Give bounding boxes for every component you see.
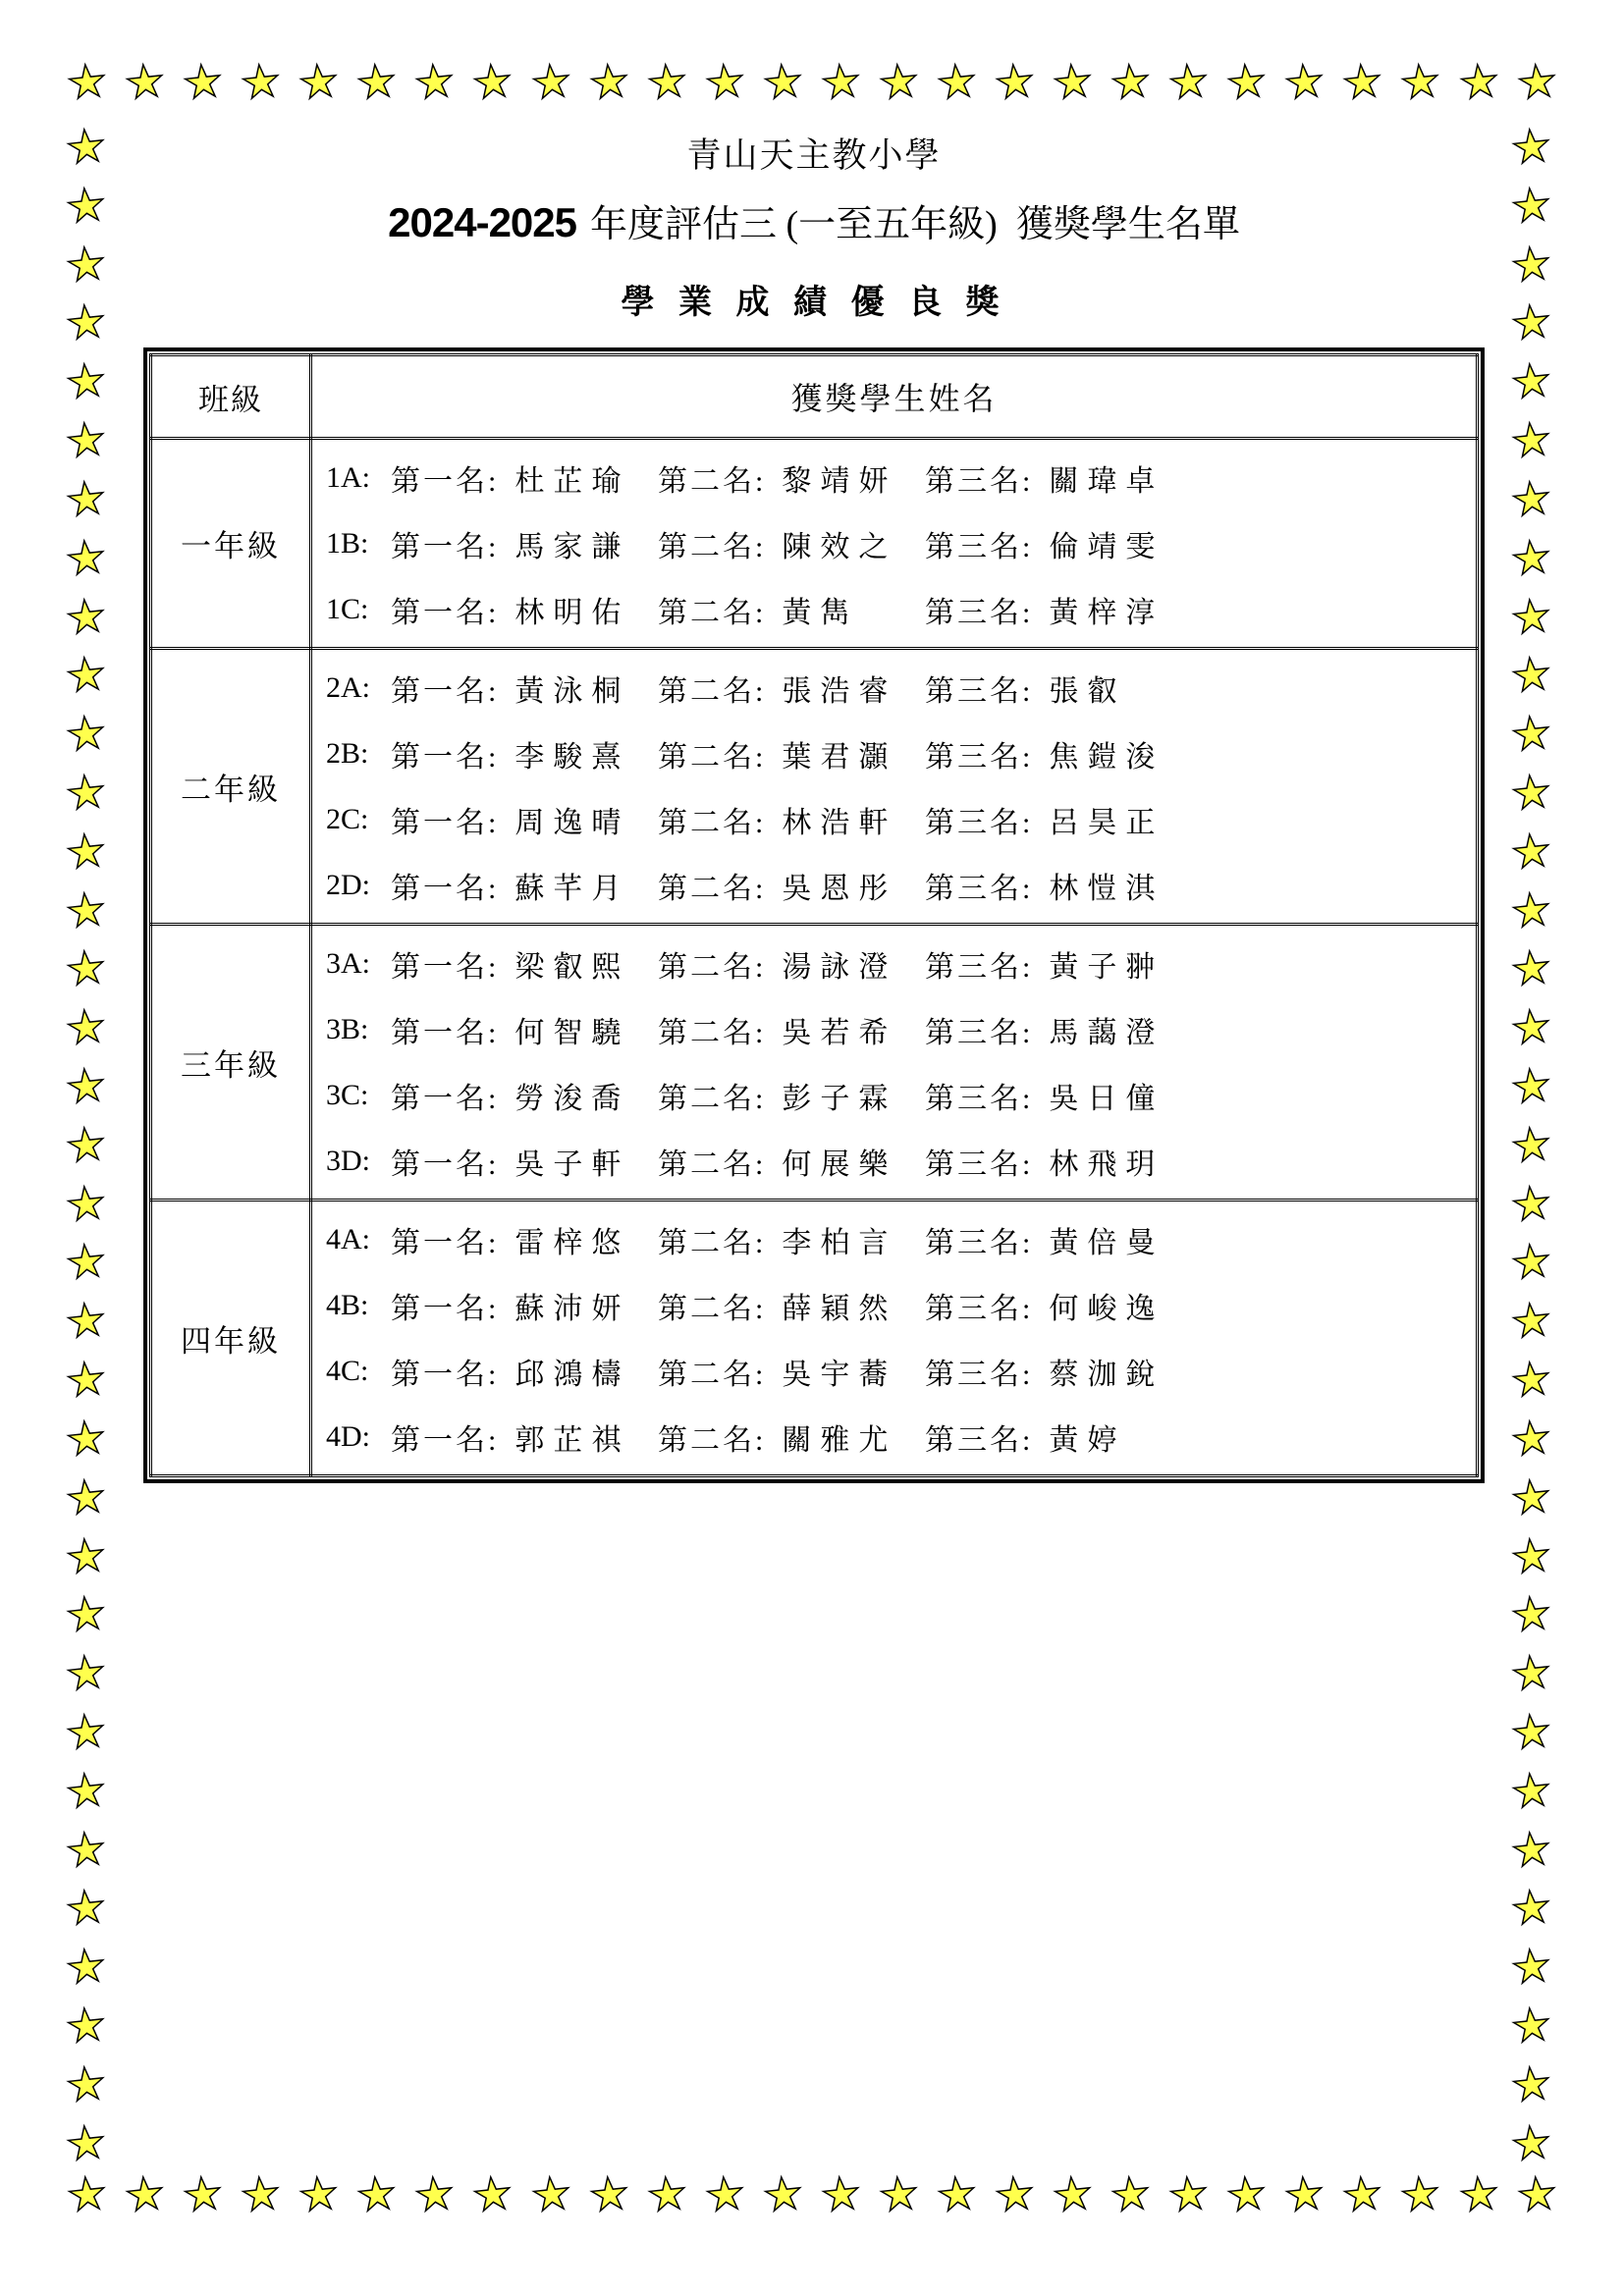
rank-label: 第三名: bbox=[925, 530, 1034, 563]
star-icon: ★ bbox=[585, 2164, 632, 2223]
star-icon: ★ bbox=[1508, 646, 1555, 704]
star-icon: ★ bbox=[1513, 2164, 1560, 2223]
star-icon: ★ bbox=[1508, 117, 1555, 176]
grade-winners-cell bbox=[311, 649, 1478, 925]
award-line bbox=[326, 445, 1468, 510]
star-icon: ★ bbox=[63, 998, 110, 1056]
star-icon: ★ bbox=[1508, 1585, 1555, 1643]
star-icon: ★ bbox=[760, 52, 806, 111]
rank-label: 第三名: bbox=[925, 596, 1034, 629]
student-name: 黃倍曼 bbox=[1049, 1226, 1164, 1259]
star-icon: ★ bbox=[63, 2055, 110, 2112]
star-icon: ★ bbox=[701, 52, 748, 111]
star-icon: ★ bbox=[701, 2164, 748, 2223]
student-name: 湯詠澄 bbox=[782, 950, 897, 984]
rank-label: 第二名: bbox=[658, 1226, 767, 1259]
star-icon: ★ bbox=[1339, 2164, 1386, 2223]
award-line bbox=[326, 931, 1468, 996]
rank-label: 第一名: bbox=[391, 596, 500, 629]
class-code: 4B: bbox=[326, 1288, 369, 1321]
star-icon: ★ bbox=[643, 52, 690, 111]
grade-label: 一年級 bbox=[151, 439, 311, 649]
award-line bbox=[326, 655, 1468, 721]
rank-label: 第二名: bbox=[658, 1423, 767, 1457]
star-icon: ★ bbox=[1508, 1526, 1555, 1584]
table-row bbox=[151, 439, 1478, 649]
star-icon: ★ bbox=[1508, 1292, 1555, 1350]
rank-label: 第一名: bbox=[391, 1226, 500, 1259]
star-icon: ★ bbox=[1508, 1820, 1555, 1878]
student-name: 倫靖雯 bbox=[1049, 530, 1164, 563]
star-icon: ★ bbox=[1165, 52, 1213, 111]
award-line bbox=[326, 852, 1468, 918]
star-icon: ★ bbox=[585, 52, 632, 111]
star-icon: ★ bbox=[1508, 176, 1555, 234]
star-border-left bbox=[61, 117, 112, 2171]
star-icon: ★ bbox=[1508, 1644, 1555, 1702]
grade-winners-cell bbox=[311, 1201, 1478, 1476]
table-row bbox=[151, 649, 1478, 925]
star-icon: ★ bbox=[818, 52, 864, 111]
rank-label: 第一名: bbox=[391, 674, 500, 708]
star-icon: ★ bbox=[1513, 52, 1560, 111]
rank-label: 第一名: bbox=[391, 1423, 500, 1457]
star-icon: ★ bbox=[992, 52, 1038, 111]
student-name: 周逸晴 bbox=[514, 806, 630, 839]
star-icon: ★ bbox=[63, 1938, 110, 1996]
star-icon: ★ bbox=[1397, 2164, 1444, 2223]
star-icon: ★ bbox=[63, 1351, 110, 1409]
star-icon: ★ bbox=[63, 763, 110, 821]
star-icon: ★ bbox=[1223, 2164, 1271, 2223]
star-icon: ★ bbox=[296, 52, 343, 111]
star-icon: ★ bbox=[63, 1056, 110, 1115]
table-header-row bbox=[151, 355, 1478, 439]
student-name: 吳子軒 bbox=[514, 1148, 630, 1181]
student-name: 林飛玥 bbox=[1049, 1148, 1164, 1181]
student-name: 焦鎧浚 bbox=[1049, 740, 1164, 774]
rank-label: 第二名: bbox=[658, 1148, 767, 1181]
star-icon: ★ bbox=[411, 2164, 459, 2223]
star-icon: ★ bbox=[1508, 2113, 1555, 2171]
student-name: 葉君灝 bbox=[782, 740, 897, 774]
star-icon: ★ bbox=[63, 1468, 110, 1525]
award-line bbox=[326, 576, 1468, 642]
rank-label: 第一名: bbox=[391, 530, 500, 563]
star-icon: ★ bbox=[1050, 52, 1097, 111]
class-code: 3D: bbox=[326, 1144, 370, 1177]
star-icon: ★ bbox=[63, 587, 110, 645]
rank-label: 第一名: bbox=[391, 806, 500, 839]
rank-label: 第一名: bbox=[391, 1082, 500, 1115]
star-icon: ★ bbox=[1508, 294, 1555, 351]
star-icon: ★ bbox=[1508, 1115, 1555, 1173]
star-icon: ★ bbox=[1508, 1233, 1555, 1291]
star-icon: ★ bbox=[934, 2164, 980, 2223]
star-icon: ★ bbox=[876, 2164, 922, 2223]
star-icon: ★ bbox=[1508, 1938, 1555, 1996]
grade-winners-cell bbox=[311, 439, 1478, 649]
rank-label: 第二名: bbox=[658, 596, 767, 629]
rank-label: 第三名: bbox=[925, 464, 1034, 498]
star-icon: ★ bbox=[1508, 705, 1555, 763]
rank-label: 第三名: bbox=[925, 1148, 1034, 1181]
star-icon: ★ bbox=[63, 1292, 110, 1350]
student-name: 張浩睿 bbox=[782, 674, 897, 708]
star-icon: ★ bbox=[1508, 1996, 1555, 2055]
star-icon: ★ bbox=[63, 1115, 110, 1173]
student-name: 薛穎然 bbox=[782, 1292, 897, 1325]
award-line bbox=[326, 1404, 1468, 1469]
student-name: 黃梓淳 bbox=[1049, 596, 1164, 629]
student-name: 李駿熹 bbox=[514, 740, 630, 774]
rank-label: 第一名: bbox=[391, 464, 500, 498]
grade-label: 四年級 bbox=[151, 1201, 311, 1476]
rank-label: 第二名: bbox=[658, 1292, 767, 1325]
column-header-students: 獲獎學生姓名 bbox=[311, 355, 1478, 439]
class-code: 1B: bbox=[326, 526, 369, 560]
star-icon: ★ bbox=[63, 117, 110, 176]
star-icon: ★ bbox=[63, 822, 110, 880]
rank-label: 第三名: bbox=[925, 674, 1034, 708]
star-icon: ★ bbox=[63, 235, 110, 293]
star-icon: ★ bbox=[1508, 1702, 1555, 1760]
star-icon: ★ bbox=[1165, 2164, 1213, 2223]
student-name: 郭芷祺 bbox=[514, 1423, 630, 1457]
student-name: 吳日僮 bbox=[1049, 1082, 1164, 1115]
rank-label: 第三名: bbox=[925, 740, 1034, 774]
award-line bbox=[326, 1206, 1468, 1272]
star-border-bottom bbox=[64, 2164, 1560, 2223]
rank-label: 第一名: bbox=[391, 1148, 500, 1181]
rank-label: 第一名: bbox=[391, 1292, 500, 1325]
star-icon: ★ bbox=[63, 1996, 110, 2055]
star-icon: ★ bbox=[63, 2113, 110, 2171]
star-icon: ★ bbox=[1508, 411, 1555, 469]
class-code: 4C: bbox=[326, 1354, 369, 1387]
class-code: 4D: bbox=[326, 1419, 370, 1453]
student-name: 蘇沛妍 bbox=[514, 1292, 630, 1325]
rank-label: 第一名: bbox=[391, 740, 500, 774]
student-name: 馬家謙 bbox=[514, 530, 630, 563]
student-name: 何智驍 bbox=[514, 1016, 630, 1049]
rank-label: 第二名: bbox=[658, 872, 767, 905]
star-icon: ★ bbox=[1508, 2055, 1555, 2112]
star-icon: ★ bbox=[180, 52, 227, 111]
star-icon: ★ bbox=[238, 2164, 285, 2223]
column-header-class: 班級 bbox=[151, 355, 311, 439]
rank-label: 第一名: bbox=[391, 1016, 500, 1049]
star-icon: ★ bbox=[527, 52, 574, 111]
award-line bbox=[326, 721, 1468, 786]
star-icon: ★ bbox=[1508, 1409, 1555, 1467]
star-icon: ★ bbox=[63, 646, 110, 704]
table-row bbox=[151, 925, 1478, 1201]
rank-label: 第二名: bbox=[658, 464, 767, 498]
star-icon: ★ bbox=[64, 52, 110, 111]
star-icon: ★ bbox=[180, 2164, 227, 2223]
student-name: 黃泳桐 bbox=[514, 674, 630, 708]
student-name: 吳宇蕎 bbox=[782, 1358, 897, 1391]
star-icon: ★ bbox=[1108, 2164, 1155, 2223]
student-name: 吳若希 bbox=[782, 1016, 897, 1049]
star-icon: ★ bbox=[1455, 52, 1502, 111]
rank-label: 第一名: bbox=[391, 950, 500, 984]
student-name: 黎靖妍 bbox=[782, 464, 897, 498]
class-code: 3C: bbox=[326, 1078, 369, 1111]
star-icon: ★ bbox=[63, 176, 110, 234]
star-icon: ★ bbox=[122, 52, 169, 111]
star-icon: ★ bbox=[1508, 1056, 1555, 1115]
rank-label: 第三名: bbox=[925, 950, 1034, 984]
star-icon: ★ bbox=[63, 1526, 110, 1584]
grade-label: 二年級 bbox=[151, 649, 311, 925]
star-icon: ★ bbox=[469, 2164, 516, 2223]
document-title bbox=[143, 196, 1485, 251]
star-icon: ★ bbox=[63, 411, 110, 469]
student-name: 張叡 bbox=[1049, 674, 1126, 708]
star-icon: ★ bbox=[818, 2164, 864, 2223]
student-name: 蘇芊月 bbox=[514, 872, 630, 905]
student-name: 吳恩彤 bbox=[782, 872, 897, 905]
class-code: 1C: bbox=[326, 592, 369, 625]
star-icon: ★ bbox=[64, 2164, 110, 2223]
star-icon: ★ bbox=[1397, 52, 1444, 111]
rank-label: 第三名: bbox=[925, 1423, 1034, 1457]
star-icon: ★ bbox=[63, 1409, 110, 1467]
star-icon: ★ bbox=[63, 1702, 110, 1760]
class-code: 4A: bbox=[326, 1222, 370, 1255]
star-icon: ★ bbox=[527, 2164, 574, 2223]
document-content bbox=[143, 0, 1485, 1483]
student-name: 何展樂 bbox=[782, 1148, 897, 1181]
award-category-title: 學 業 成 績 優 良 獎 bbox=[621, 285, 1007, 321]
star-icon: ★ bbox=[1508, 1468, 1555, 1525]
grade-label: 三年級 bbox=[151, 925, 311, 1201]
star-icon: ★ bbox=[1508, 763, 1555, 821]
rank-label: 第二名: bbox=[658, 674, 767, 708]
document-title-text: 年度評估三 (一至五年級) 獲獎學生名單 bbox=[590, 204, 1240, 245]
award-line bbox=[326, 1128, 1468, 1194]
star-icon: ★ bbox=[1050, 2164, 1097, 2223]
class-code: 2A: bbox=[326, 670, 370, 704]
class-code: 2B: bbox=[326, 736, 369, 770]
award-line bbox=[326, 1338, 1468, 1404]
student-name: 陳效之 bbox=[782, 530, 897, 563]
award-line bbox=[326, 996, 1468, 1062]
rank-label: 第二名: bbox=[658, 806, 767, 839]
star-icon: ★ bbox=[63, 528, 110, 586]
rank-label: 第二名: bbox=[658, 950, 767, 984]
star-icon: ★ bbox=[1508, 528, 1555, 586]
star-icon: ★ bbox=[1339, 52, 1386, 111]
rank-label: 第二名: bbox=[658, 740, 767, 774]
student-name: 關瑋卓 bbox=[1049, 464, 1164, 498]
star-icon: ★ bbox=[63, 469, 110, 527]
star-icon: ★ bbox=[1508, 998, 1555, 1056]
class-code: 2D: bbox=[326, 868, 370, 901]
rank-label: 第二名: bbox=[658, 1358, 767, 1391]
rank-label: 第三名: bbox=[925, 872, 1034, 905]
star-icon: ★ bbox=[1508, 235, 1555, 293]
award-line bbox=[326, 1272, 1468, 1338]
class-code: 3A: bbox=[326, 946, 370, 980]
student-name: 蔡泇銳 bbox=[1049, 1358, 1164, 1391]
star-icon: ★ bbox=[63, 1879, 110, 1937]
student-name: 林浩軒 bbox=[782, 806, 897, 839]
star-icon: ★ bbox=[1508, 1174, 1555, 1232]
star-border-right bbox=[1506, 117, 1557, 2171]
award-line bbox=[326, 1062, 1468, 1128]
award-line bbox=[326, 786, 1468, 852]
star-icon: ★ bbox=[1223, 52, 1271, 111]
student-name: 邱鴻檮 bbox=[514, 1358, 630, 1391]
star-icon: ★ bbox=[1508, 939, 1555, 997]
star-icon: ★ bbox=[296, 2164, 343, 2223]
rank-label: 第二名: bbox=[658, 1082, 767, 1115]
star-icon: ★ bbox=[63, 294, 110, 351]
star-icon: ★ bbox=[122, 2164, 169, 2223]
class-code: 3B: bbox=[326, 1012, 369, 1045]
star-icon: ★ bbox=[63, 1585, 110, 1643]
star-icon: ★ bbox=[1508, 881, 1555, 938]
rank-label: 第二名: bbox=[658, 1016, 767, 1049]
rank-label: 第三名: bbox=[925, 1358, 1034, 1391]
star-icon: ★ bbox=[469, 52, 516, 111]
star-icon: ★ bbox=[1281, 2164, 1328, 2223]
star-icon: ★ bbox=[934, 52, 980, 111]
star-icon: ★ bbox=[63, 939, 110, 997]
star-icon: ★ bbox=[63, 1644, 110, 1702]
star-icon: ★ bbox=[992, 2164, 1038, 2223]
student-name: 呂昊正 bbox=[1049, 806, 1164, 839]
star-icon: ★ bbox=[1508, 587, 1555, 645]
rank-label: 第一名: bbox=[391, 872, 500, 905]
star-icon: ★ bbox=[63, 1820, 110, 1878]
star-icon: ★ bbox=[1508, 352, 1555, 410]
student-name: 雷梓悠 bbox=[514, 1226, 630, 1259]
student-name: 林愷淇 bbox=[1049, 872, 1164, 905]
award-table bbox=[149, 353, 1479, 1477]
school-name: 青山天主教小學 bbox=[686, 136, 942, 175]
star-icon: ★ bbox=[63, 352, 110, 410]
grade-winners-cell bbox=[311, 925, 1478, 1201]
student-name: 馬藹澄 bbox=[1049, 1016, 1164, 1049]
rank-label: 第三名: bbox=[925, 1292, 1034, 1325]
class-code: 2C: bbox=[326, 802, 369, 835]
star-icon: ★ bbox=[1508, 1761, 1555, 1819]
rank-label: 第三名: bbox=[925, 1226, 1034, 1259]
star-icon: ★ bbox=[1508, 822, 1555, 880]
student-name: 何峻逸 bbox=[1049, 1292, 1164, 1325]
star-icon: ★ bbox=[876, 52, 922, 111]
star-icon: ★ bbox=[63, 1233, 110, 1291]
student-name: 勞浚喬 bbox=[514, 1082, 630, 1115]
award-line bbox=[326, 510, 1468, 576]
student-name: 杜芷瑜 bbox=[514, 464, 630, 498]
rank-label: 第二名: bbox=[658, 530, 767, 563]
star-icon: ★ bbox=[1508, 1879, 1555, 1937]
student-name: 黃雋 bbox=[782, 596, 859, 629]
student-name: 關雅尤 bbox=[782, 1423, 897, 1457]
star-icon: ★ bbox=[411, 52, 459, 111]
student-name: 梁叡熙 bbox=[514, 950, 630, 984]
star-icon: ★ bbox=[760, 2164, 806, 2223]
rank-label: 第三名: bbox=[925, 1016, 1034, 1049]
student-name: 林明佑 bbox=[514, 596, 630, 629]
rank-label: 第一名: bbox=[391, 1358, 500, 1391]
star-icon: ★ bbox=[1455, 2164, 1502, 2223]
star-icon: ★ bbox=[238, 52, 285, 111]
star-icon: ★ bbox=[1108, 52, 1155, 111]
star-icon: ★ bbox=[353, 2164, 401, 2223]
star-icon: ★ bbox=[353, 52, 401, 111]
star-icon: ★ bbox=[63, 1174, 110, 1232]
star-icon: ★ bbox=[1508, 469, 1555, 527]
table-row bbox=[151, 1201, 1478, 1476]
school-year: 2024-2025 bbox=[388, 199, 577, 245]
award-table-frame bbox=[143, 347, 1485, 1483]
rank-label: 第三名: bbox=[925, 806, 1034, 839]
star-icon: ★ bbox=[63, 705, 110, 763]
student-name: 黃婷 bbox=[1049, 1423, 1126, 1457]
star-icon: ★ bbox=[63, 881, 110, 938]
star-icon: ★ bbox=[1281, 52, 1328, 111]
star-icon: ★ bbox=[643, 2164, 690, 2223]
student-name: 黃子翀 bbox=[1049, 950, 1164, 984]
star-icon: ★ bbox=[63, 1761, 110, 1819]
star-icon: ★ bbox=[1508, 1351, 1555, 1409]
student-name: 李柏言 bbox=[782, 1226, 897, 1259]
rank-label: 第三名: bbox=[925, 1082, 1034, 1115]
student-name: 彭子霖 bbox=[782, 1082, 897, 1115]
class-code: 1A: bbox=[326, 460, 370, 494]
